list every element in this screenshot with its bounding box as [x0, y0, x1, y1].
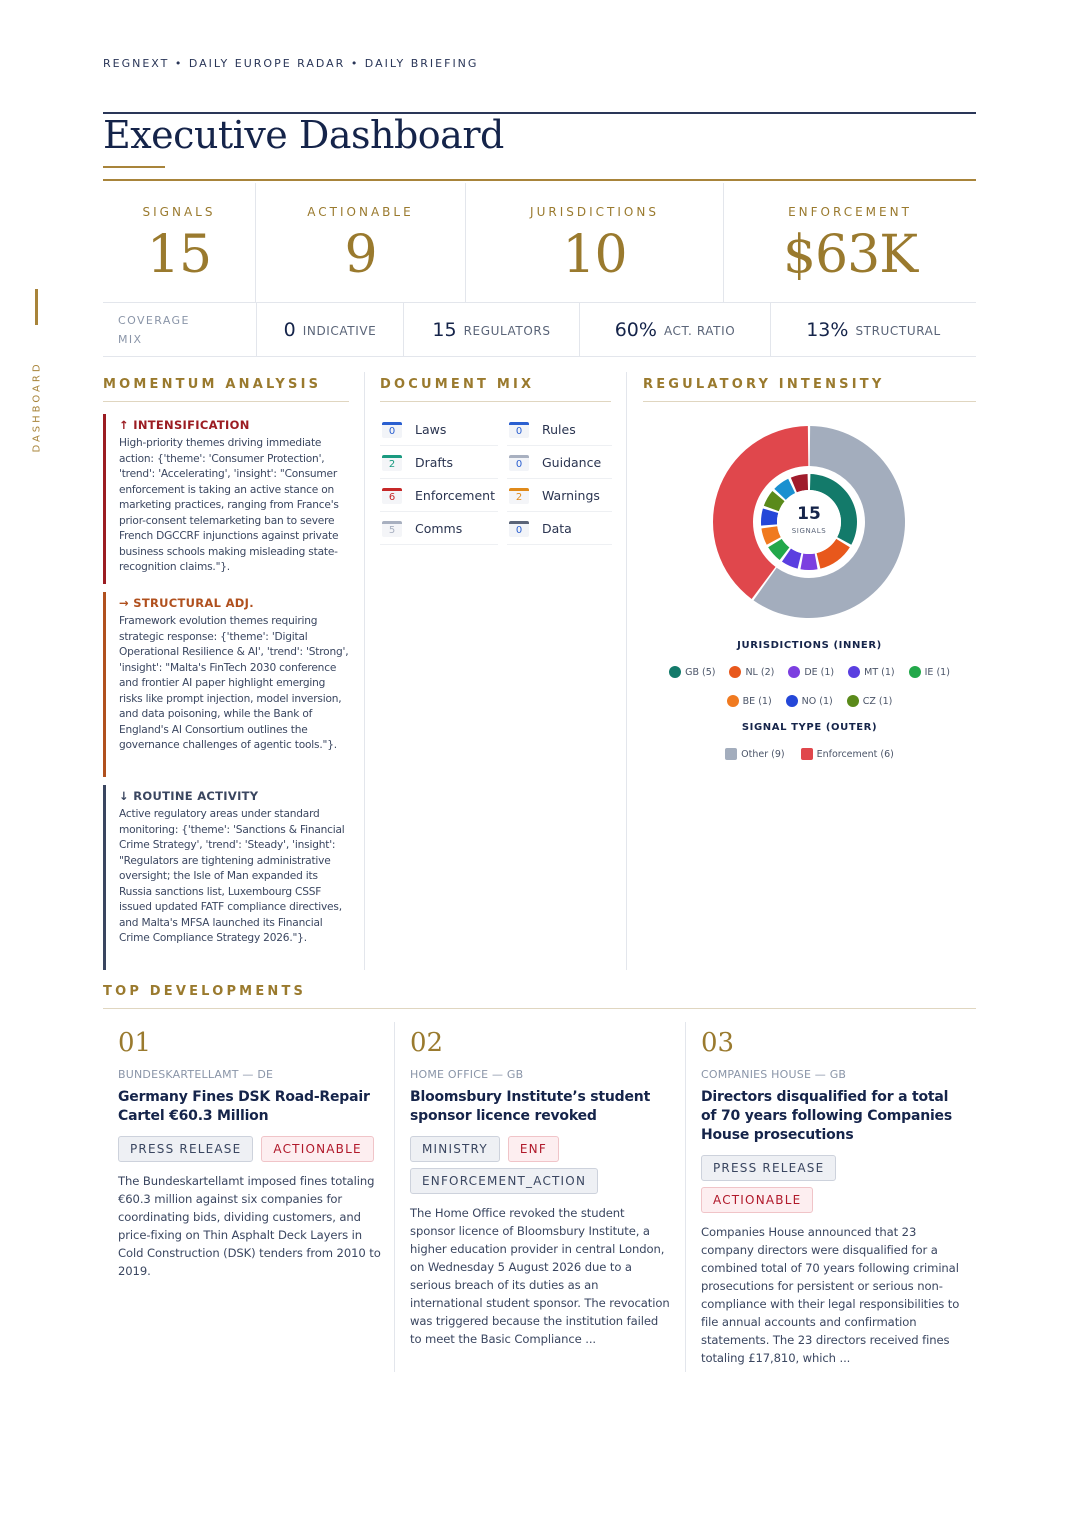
doc-mix-laws	[380, 414, 498, 446]
doc-mix-enforcement	[380, 480, 498, 512]
legend-item	[847, 695, 893, 707]
development-number: 01	[118, 1028, 152, 1058]
doc-mix-rules	[507, 414, 612, 446]
doc-mix-count: 0	[382, 422, 402, 438]
momentum-heading: ↓ ROUTINE ACTIVITY	[119, 789, 259, 803]
momentum-heading: → STRUCTURAL ADJ.	[119, 596, 254, 610]
kpi-label: ENFORCEMENT	[788, 205, 912, 219]
doc-mix-count: 6	[382, 488, 402, 504]
title-underline	[103, 166, 165, 168]
momentum-routine	[103, 785, 351, 970]
section-developments-title: TOP DEVELOPMENTS	[103, 984, 307, 999]
legend-outer-row	[643, 748, 976, 760]
development-card-1[interactable]	[118, 1022, 383, 1280]
development-source: COMPANIES HOUSE — GB	[701, 1068, 847, 1081]
legend-swatch	[848, 666, 860, 678]
momentum-body: Active regulatory areas under standard monitoring: {'theme': 'Sanctions & Financial Crime Strategy', 'trend': 'Steady', 'insight': "Regulators are tightening administrative oversight; the Isle of Man expanded its Russia sanctions list, Luxembourg CSSF issued updated FATF compliance directives, and Malta's MFSA launched its Financial Crime Compliance Strategy 2026."}.	[119, 808, 345, 944]
coverage-regulators	[404, 303, 579, 356]
legend-label: Other (9)	[741, 748, 785, 760]
legend-item	[669, 666, 715, 678]
doc-mix-label: Rules	[542, 422, 576, 437]
doc-mix-count: 2	[382, 455, 402, 471]
development-divider	[685, 1022, 686, 1372]
development-tags	[118, 1136, 383, 1162]
development-source: BUNDESKARTELLAMT — DE	[118, 1068, 274, 1081]
legend-item	[729, 666, 774, 678]
legend-swatch	[725, 748, 737, 760]
momentum-body: High-priority themes driving immediate action: {'theme': 'Consumer Protection', 'trend': 'Accelerating', 'insight': "Consumer enforcement is taking an active stance on marketing practices, ranging from France's prior-consent telemarketing ban to severe French DGCCRF injunctions against private business schools making misleading state-recognition claims."}.	[119, 437, 339, 573]
development-tags	[410, 1136, 672, 1194]
column-divider	[626, 372, 627, 970]
legend-item	[786, 695, 833, 707]
doc-mix-label: Data	[542, 521, 572, 536]
coverage-act-ratio	[580, 303, 770, 356]
kpi-actionable	[256, 183, 465, 302]
section-rule	[643, 401, 976, 402]
tag-press-release: PRESS RELEASE	[701, 1155, 836, 1181]
legend-swatch	[909, 666, 921, 678]
doc-mix-label: Laws	[415, 422, 447, 437]
side-tab-label: DASHBOARD	[31, 361, 43, 453]
legend-label: CZ (1)	[862, 695, 893, 707]
section-intensity-title: REGULATORY INTENSITY	[643, 377, 885, 392]
doc-mix-warnings	[507, 480, 612, 512]
legend-item	[788, 666, 834, 678]
legend-swatch	[847, 695, 859, 707]
legend-label: GB (5)	[685, 666, 716, 678]
development-divider	[394, 1022, 395, 1372]
inner-slice-2	[800, 553, 817, 570]
doc-mix-comms	[380, 513, 498, 545]
momentum-heading: ↑ INTENSIFICATION	[119, 418, 250, 432]
coverage-label: INDICATIVE	[302, 324, 377, 338]
inner-slice-6	[761, 509, 778, 526]
legend-label: NO (1)	[801, 695, 833, 707]
coverage-label: REGULATORS	[463, 324, 551, 338]
column-divider	[364, 372, 365, 970]
side-tab-dashboard[interactable]	[22, 345, 52, 469]
section-rule	[380, 401, 611, 402]
donut-center-label: SIGNALS	[791, 527, 827, 535]
legend-label: MT (1)	[864, 666, 895, 678]
coverage-structural	[771, 303, 976, 356]
coverage-value: 60%	[614, 318, 657, 341]
kpi-value: $63K	[782, 225, 918, 285]
coverage-mix-label: COVERAGE MIX	[118, 314, 190, 346]
coverage-indicative	[257, 303, 403, 356]
legend-swatch	[788, 666, 800, 678]
development-title[interactable]: Directors disqualified for a total of 70 years following Companies House prosecutions	[701, 1089, 952, 1143]
section-rule	[103, 401, 349, 402]
kpi-jurisdictions	[466, 183, 723, 302]
section-document-mix-title: DOCUMENT MIX	[380, 377, 535, 392]
page-title: Executive Dashboard	[103, 113, 504, 157]
doc-mix-label: Warnings	[542, 488, 600, 503]
legend-inner-row	[643, 666, 976, 678]
tag-enforcement-action: ENFORCEMENT_ACTION	[410, 1168, 598, 1194]
legend-item	[725, 748, 784, 760]
momentum-body: Framework evolution themes requiring strategic response: {'theme': 'Digital Operational Resilience & AI', 'trend': 'Strong', 'insight': "Malta's FinTech 2030 conference and frontier AI paper highlight emerging risks like prompt injection, model inversion, and data poisoning, while the Bank of England's AI Consortium outlines the governance challenges of agentic tools."}.	[119, 615, 349, 751]
coverage-bottom-rule	[103, 356, 976, 357]
legend-swatch	[729, 666, 741, 678]
kpi-label: ACTIONABLE	[307, 205, 414, 219]
kpi-value: 15	[146, 225, 212, 285]
legend-label: IE (1)	[924, 666, 950, 678]
coverage-label: STRUCTURAL	[855, 324, 941, 338]
doc-mix-drafts	[380, 447, 498, 479]
tag-ministry: MINISTRY	[410, 1136, 500, 1162]
regulatory-intensity-donut	[709, 422, 909, 622]
doc-mix-data	[507, 513, 612, 545]
tag-actionable: ACTIONABLE	[701, 1187, 813, 1213]
tag-press-release: PRESS RELEASE	[118, 1136, 253, 1162]
legend-swatch	[669, 666, 681, 678]
coverage-value: 0	[283, 318, 296, 341]
breadcrumb: REGNEXT • DAILY EUROPE RADAR • DAILY BRIEFING	[103, 57, 479, 70]
kpi-enforcement	[724, 183, 976, 302]
development-title[interactable]: Germany Fines DSK Road-Repair Cartel €60.3 Million	[118, 1089, 370, 1124]
header-gold-rule	[103, 179, 976, 181]
donut-center-value: 15	[797, 504, 821, 524]
section-momentum-title: MOMENTUM ANALYSIS	[103, 377, 322, 392]
doc-mix-label: Guidance	[542, 455, 602, 470]
section-rule	[103, 1008, 976, 1009]
development-card-2[interactable]	[410, 1022, 672, 1348]
momentum-structural	[103, 592, 351, 777]
development-number: 02	[410, 1028, 444, 1058]
legend-item	[909, 666, 950, 678]
development-source: HOME OFFICE — GB	[410, 1068, 524, 1081]
doc-mix-label: Enforcement	[415, 488, 495, 503]
momentum-intensification	[103, 414, 351, 584]
doc-mix-count: 5	[382, 521, 402, 537]
doc-mix-guidance	[507, 447, 612, 479]
legend-label: DE (1)	[804, 666, 835, 678]
development-summary: The Home Office revoked the student sponsor licence of Bloomsbury Institute, a higher education provider in central London, on Wednesday 5 August 2026 due to a serious breach of its duties as an international student sponsor. The revocation was triggered because the institution failed to meet the Basic Compliance ...	[410, 1206, 670, 1346]
legend-outer-title: SIGNAL TYPE (OUTER)	[741, 722, 878, 733]
kpi-signals	[103, 183, 255, 302]
legend-label: NL (2)	[745, 666, 775, 678]
legend-inner-row	[643, 695, 976, 707]
coverage-label: ACT. RATIO	[663, 324, 736, 338]
legend-swatch	[727, 695, 739, 707]
doc-mix-label: Drafts	[415, 455, 454, 470]
legend-item	[727, 695, 772, 707]
legend-label: Enforcement (6)	[816, 748, 894, 760]
doc-mix-label: Comms	[415, 521, 463, 536]
development-summary: The Bundeskartellamt imposed fines totaling €60.3 million against six companies for coordinating bids, dividing customers, and price-fixing on Thin Asphalt Deck Layers in Cold Construction (DSK) tenders from 2010 to 2019.	[118, 1174, 381, 1278]
development-title[interactable]: Bloomsbury Institute’s student sponsor licence revoked	[410, 1089, 651, 1124]
development-card-3[interactable]	[701, 1022, 963, 1367]
kpi-value: 10	[562, 225, 627, 285]
coverage-value: 13%	[806, 318, 849, 341]
legend-swatch	[801, 748, 813, 760]
doc-mix-count: 0	[509, 422, 529, 438]
legend-label: BE (1)	[742, 695, 772, 707]
kpi-value: 9	[344, 225, 377, 285]
development-summary: Companies House announced that 23 company directors were disqualified for a combined total of 70 years following criminal prosecutions for persistent or serious non-compliance with their legal responsibilities to file annual accounts and confirmation statements. The 23 directors received fines totaling £17,810, which ...	[701, 1225, 960, 1365]
legend-item	[801, 748, 894, 760]
legend-swatch	[786, 695, 798, 707]
kpi-label: JURISDICTIONS	[530, 205, 659, 219]
kpi-label: SIGNALS	[142, 205, 216, 219]
doc-mix-count: 0	[509, 455, 529, 471]
development-number: 03	[701, 1028, 735, 1058]
doc-mix-count: 2	[509, 488, 529, 504]
doc-mix-count: 0	[509, 521, 529, 537]
tag-actionable: ACTIONABLE	[261, 1136, 373, 1162]
legend-item	[848, 666, 894, 678]
development-tags	[701, 1155, 963, 1213]
side-tab-marker	[35, 289, 38, 325]
legend-inner-title: JURISDICTIONS (INNER)	[737, 640, 882, 651]
coverage-value: 15	[432, 318, 457, 341]
tag-enf: ENF	[508, 1136, 559, 1162]
